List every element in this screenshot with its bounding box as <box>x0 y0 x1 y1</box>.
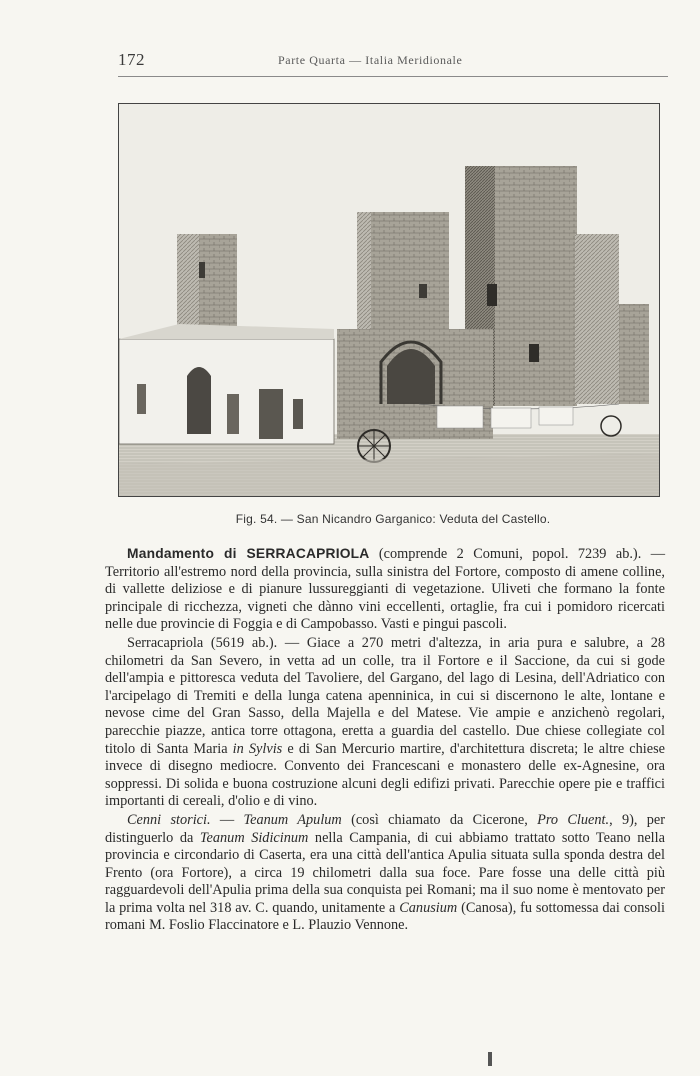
italic-term: Pro Cluent. <box>537 811 610 828</box>
text-span: nella Campania, di cui abbiamo trattato sotto Teano nella provincia e circondario di Caserta, era una città dell'antica Apulia situata sulla sponda destra del Frento (ora Fortore), a circa 19 chilometri dalla sua foce. Pare fosse una delle città più ragguardevoli dell'Apulia prima della sua conquista pei Romani; ma il suo nome è mentovato per la prima volta nel 318 av. C. quando, unitamente a <box>105 829 665 916</box>
text-span: — <box>210 811 244 828</box>
castle-engraving <box>118 103 660 497</box>
figure-caption: Fig. 54. — San Nicandro Garganico: Veduta del Castello. <box>235 512 551 526</box>
header-rule <box>118 76 668 77</box>
footer-mark <box>488 1052 492 1066</box>
text-span: e di San Mercurio martire, d'architettura discreta; le altre chiese invece di disegno mediocre. Convento dei Francescani e monastero delle ex-Agnesine, ora soppressi. Di solida e buona costruzione alcuni degli edifizi privati. Parecchie opere pie e traffici importanti di cereali, d'olio e di vino. <box>105 740 665 810</box>
text-span: , 9), per distinguerlo da <box>105 811 666 846</box>
paragraph-cenni-storici <box>105 812 665 935</box>
italic-term: in Sylvis <box>232 740 283 757</box>
italic-term: Teanum Sidicinum <box>199 829 309 846</box>
running-head: Parte Quarta — Italia Meridionale <box>278 53 463 67</box>
paragraph-serracapriola <box>105 635 665 811</box>
paragraph-mandamento <box>105 545 665 634</box>
text-span: (Canosa), fu sottomessa dai consoli romani M. Foslio Flaccinatore e L. Plauzio Vennone. <box>105 899 666 934</box>
page-number: 172 <box>118 50 145 69</box>
section-lead: Cenni storici. <box>127 811 211 828</box>
italic-term: Canusium <box>399 899 458 916</box>
text-span: (così chiamato da Cicerone, <box>341 811 538 828</box>
italic-term: Teanum Apulum <box>243 811 342 828</box>
castle-illustration <box>119 104 659 496</box>
page-header <box>118 50 668 72</box>
mandamento-title: Mandamento di SERRACAPRIOLA <box>127 546 370 561</box>
text-span: Serracapriola (5619 ab.). — Giace a 270 metri d'altezza, in aria pura e salubre, a 28 chilometri da San Severo, in vetta ad un colle, tra il Fortore e il Saccione, da cui si gode dell'ampia e pittoresca veduta del Tavoliere, del Gargano, del lago di Lesina, dell'Adriatico con l'arcipelago di Tremiti e della lunga catena apenninica, in cui si discernono le alte, lontane e nevose cime del Gran Sasso, della Majella e del Matese. Vie ampie e anzichenò regolari, parecchie piazze, antica torre ottagona, eretta a guardia del castello. Due chiese collegiate col titolo di Santa Maria <box>105 634 665 757</box>
mandamento-text: (comprende 2 Comuni, popol. 7239 ab.). — Territorio all'estremo nord della provincia, sulla sinistra del Fortore, composto di amene colline, di vallette deliziose e di pianure lussureggianti di vegetazione. Uliveti che formano la fonte principale di ricchezza, vigneti che dànno vini eccellenti, ortaglie, fra cui i pomidoro ricercati nelle due provincie di Foggia e di Campobasso. Vasti e pingui pascoli. <box>105 546 665 633</box>
body-text <box>105 545 665 936</box>
